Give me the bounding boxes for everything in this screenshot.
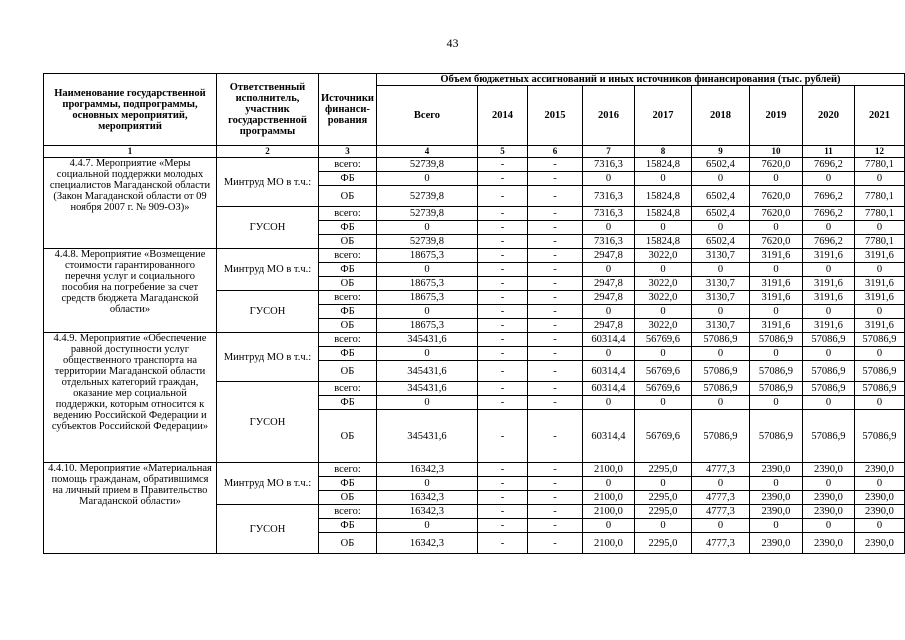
year-value: 7696,2: [802, 235, 854, 249]
year-value: -: [477, 396, 527, 410]
year-value: 2390,0: [854, 505, 904, 519]
column-number: 4: [376, 146, 477, 158]
header-year: 2019: [749, 86, 802, 146]
column-number: 9: [691, 146, 749, 158]
header-name: Наименование государственной программы, подпрограммы, основных мероприятий, мероприятий: [44, 74, 217, 146]
year-value: 3022,0: [634, 319, 691, 333]
year-value: 0: [582, 172, 634, 186]
year-value: -: [477, 172, 527, 186]
table-row: [44, 158, 905, 172]
year-value: 3191,6: [854, 291, 904, 305]
year-value: 2390,0: [802, 463, 854, 477]
year-value: -: [477, 333, 527, 347]
year-value: 0: [802, 477, 854, 491]
year-value: 0: [634, 221, 691, 235]
funding-source: всего:: [319, 333, 377, 347]
table-row: [44, 463, 905, 477]
total-value: 0: [376, 396, 477, 410]
year-value: 3191,6: [854, 249, 904, 263]
year-value: 0: [854, 347, 904, 361]
year-value: 2390,0: [802, 533, 854, 554]
total-value: 18675,3: [376, 319, 477, 333]
funding-source: ФБ: [319, 305, 377, 319]
year-value: -: [527, 291, 582, 305]
year-value: 57086,9: [802, 361, 854, 382]
year-value: -: [527, 361, 582, 382]
year-value: 7696,2: [802, 158, 854, 172]
header-year: 2021: [854, 86, 904, 146]
column-number: 7: [582, 146, 634, 158]
funding-source: ОБ: [319, 491, 377, 505]
year-value: 7620,0: [749, 207, 802, 221]
year-value: 6502,4: [691, 158, 749, 172]
year-value: 0: [582, 263, 634, 277]
year-value: 15824,8: [634, 186, 691, 207]
year-value: -: [477, 361, 527, 382]
year-value: 0: [854, 396, 904, 410]
year-value: 0: [854, 477, 904, 491]
year-value: 0: [802, 519, 854, 533]
year-value: 0: [802, 172, 854, 186]
table-row: [44, 333, 905, 347]
funding-source: ФБ: [319, 477, 377, 491]
year-value: 2295,0: [634, 463, 691, 477]
year-value: 2947,8: [582, 249, 634, 263]
year-value: 3130,7: [691, 277, 749, 291]
funding-source: ФБ: [319, 263, 377, 277]
header-total: Всего: [376, 86, 477, 146]
year-value: 0: [582, 221, 634, 235]
column-number: 2: [217, 146, 319, 158]
header-year: 2015: [527, 86, 582, 146]
year-value: 56769,6: [634, 382, 691, 396]
year-value: 0: [691, 263, 749, 277]
year-value: 0: [854, 263, 904, 277]
year-value: 0: [749, 347, 802, 361]
year-value: -: [477, 158, 527, 172]
total-value: 0: [376, 305, 477, 319]
year-value: -: [527, 410, 582, 463]
year-value: 3191,6: [749, 291, 802, 305]
year-value: -: [477, 221, 527, 235]
year-value: 6502,4: [691, 235, 749, 249]
year-value: 7316,3: [582, 158, 634, 172]
year-value: 0: [691, 221, 749, 235]
year-value: 0: [802, 305, 854, 319]
total-value: 345431,6: [376, 410, 477, 463]
year-value: 56769,6: [634, 361, 691, 382]
header-year: 2014: [477, 86, 527, 146]
year-value: 2947,8: [582, 291, 634, 305]
year-value: 2390,0: [854, 491, 904, 505]
column-number: 8: [634, 146, 691, 158]
funding-source: ФБ: [319, 519, 377, 533]
year-value: -: [527, 505, 582, 519]
funding-source: ФБ: [319, 396, 377, 410]
year-value: 3130,7: [691, 319, 749, 333]
year-value: -: [527, 463, 582, 477]
year-value: 2390,0: [749, 491, 802, 505]
year-value: 2100,0: [582, 505, 634, 519]
year-value: -: [477, 277, 527, 291]
year-value: 15824,8: [634, 158, 691, 172]
year-value: -: [527, 305, 582, 319]
column-number: 10: [749, 146, 802, 158]
total-value: 18675,3: [376, 277, 477, 291]
year-value: 2390,0: [749, 533, 802, 554]
year-value: 57086,9: [802, 382, 854, 396]
header-year: 2018: [691, 86, 749, 146]
total-value: 16342,3: [376, 463, 477, 477]
year-value: 3191,6: [854, 319, 904, 333]
year-value: 3022,0: [634, 249, 691, 263]
executor-name: ГУСОН: [217, 382, 319, 463]
measure-name: 4.4.7. Мероприятие «Меры социальной поддержки молодых специалистов Магаданской области (Закон Магаданской области от 09 ноября 2007 г. № 909-ОЗ)»: [44, 158, 217, 249]
executor-name: Минтруд МО в т.ч.:: [217, 463, 319, 505]
total-value: 0: [376, 477, 477, 491]
measure-name: 4.4.8. Мероприятие «Возмещение стоимости гарантированного перечня услуг и социального пособия на погребение за счет средств бюджета Магаданской области»: [44, 249, 217, 333]
year-value: -: [477, 463, 527, 477]
year-value: -: [527, 235, 582, 249]
year-value: 7780,1: [854, 235, 904, 249]
total-value: 0: [376, 221, 477, 235]
year-value: 3191,6: [854, 277, 904, 291]
column-number: 11: [802, 146, 854, 158]
total-value: 16342,3: [376, 491, 477, 505]
year-value: 0: [749, 305, 802, 319]
year-value: 7316,3: [582, 235, 634, 249]
table-row: [44, 249, 905, 263]
year-value: -: [477, 235, 527, 249]
total-value: 0: [376, 347, 477, 361]
header-funding-group: Объем бюджетных ассигнований и иных источников финансирования (тыс. рублей): [376, 74, 904, 86]
year-value: 0: [802, 347, 854, 361]
year-value: -: [477, 186, 527, 207]
header-year: 2016: [582, 86, 634, 146]
year-value: 2390,0: [802, 491, 854, 505]
year-value: 0: [854, 305, 904, 319]
year-value: 60314,4: [582, 382, 634, 396]
year-value: 57086,9: [691, 382, 749, 396]
funding-source: ФБ: [319, 172, 377, 186]
year-value: -: [477, 291, 527, 305]
year-value: 0: [634, 347, 691, 361]
funding-source: всего:: [319, 382, 377, 396]
year-value: 2390,0: [854, 463, 904, 477]
total-value: 345431,6: [376, 361, 477, 382]
year-value: 7316,3: [582, 207, 634, 221]
total-value: 52739,8: [376, 235, 477, 249]
year-value: -: [527, 172, 582, 186]
funding-source: всего:: [319, 207, 377, 221]
year-value: 56769,6: [634, 410, 691, 463]
funding-source: всего:: [319, 249, 377, 263]
year-value: 7620,0: [749, 235, 802, 249]
year-value: 3191,6: [749, 319, 802, 333]
year-value: -: [527, 491, 582, 505]
year-value: 0: [749, 263, 802, 277]
year-value: 0: [691, 519, 749, 533]
total-value: 345431,6: [376, 333, 477, 347]
year-value: 4777,3: [691, 491, 749, 505]
column-number: 3: [319, 146, 377, 158]
year-value: 0: [854, 172, 904, 186]
year-value: 7620,0: [749, 186, 802, 207]
table-body: [44, 158, 905, 554]
measure-name: 4.4.10. Мероприятие «Материальная помощь гражданам, обратившимся на личный прием в Правительство Магаданской области»: [44, 463, 217, 554]
year-value: 57086,9: [854, 382, 904, 396]
year-value: 3191,6: [749, 249, 802, 263]
year-value: -: [527, 333, 582, 347]
year-value: -: [477, 263, 527, 277]
year-value: 2100,0: [582, 533, 634, 554]
year-value: -: [477, 533, 527, 554]
funding-source: ОБ: [319, 410, 377, 463]
year-value: 0: [634, 172, 691, 186]
funding-source: всего:: [319, 505, 377, 519]
year-value: 0: [802, 263, 854, 277]
year-value: 0: [634, 263, 691, 277]
year-value: 57086,9: [802, 333, 854, 347]
year-value: 57086,9: [691, 410, 749, 463]
year-value: 57086,9: [749, 382, 802, 396]
year-value: 6502,4: [691, 207, 749, 221]
year-value: 0: [691, 396, 749, 410]
year-value: 60314,4: [582, 333, 634, 347]
year-value: -: [527, 186, 582, 207]
funding-source: ОБ: [319, 361, 377, 382]
year-value: 57086,9: [854, 361, 904, 382]
year-value: 0: [634, 519, 691, 533]
year-value: 0: [582, 477, 634, 491]
funding-source: ОБ: [319, 277, 377, 291]
total-value: 16342,3: [376, 533, 477, 554]
year-value: -: [527, 263, 582, 277]
year-value: -: [477, 519, 527, 533]
year-value: 7696,2: [802, 207, 854, 221]
year-value: -: [527, 319, 582, 333]
header-executor: Ответственный исполнитель, участник государственной программы: [217, 74, 319, 146]
funding-source: ОБ: [319, 235, 377, 249]
year-value: 57086,9: [691, 333, 749, 347]
executor-name: Минтруд МО в т.ч.:: [217, 333, 319, 382]
year-value: 4777,3: [691, 463, 749, 477]
year-value: -: [527, 533, 582, 554]
funding-source: всего:: [319, 158, 377, 172]
column-number: 5: [477, 146, 527, 158]
executor-name: ГУСОН: [217, 207, 319, 249]
year-value: 0: [691, 172, 749, 186]
year-value: -: [477, 207, 527, 221]
year-value: 2947,8: [582, 277, 634, 291]
year-value: 2100,0: [582, 463, 634, 477]
year-value: 2295,0: [634, 491, 691, 505]
total-value: 0: [376, 519, 477, 533]
funding-source: всего:: [319, 291, 377, 305]
funding-source: ОБ: [319, 186, 377, 207]
year-value: 0: [634, 477, 691, 491]
year-value: 0: [582, 519, 634, 533]
year-value: 0: [854, 519, 904, 533]
total-value: 0: [376, 172, 477, 186]
year-value: 3191,6: [802, 277, 854, 291]
year-value: 0: [582, 396, 634, 410]
year-value: 0: [802, 221, 854, 235]
year-value: -: [527, 207, 582, 221]
measure-name: 4.4.9. Мероприятие «Обеспечение равной доступности услуг общественного транспорта на территории Магаданской области отдельных категорий граждан, оказание мер социальной поддержки, которым относится к ведению Российской Федерации и субъектов Российской Федерации»: [44, 333, 217, 463]
year-value: 7780,1: [854, 158, 904, 172]
year-value: 0: [691, 477, 749, 491]
year-value: 0: [749, 221, 802, 235]
year-value: -: [477, 305, 527, 319]
funding-source: ОБ: [319, 533, 377, 554]
year-value: -: [527, 519, 582, 533]
year-value: 0: [634, 305, 691, 319]
header-year: 2020: [802, 86, 854, 146]
year-value: 7780,1: [854, 186, 904, 207]
executor-name: ГУСОН: [217, 505, 319, 554]
page-number: 43: [446, 36, 459, 50]
year-value: 0: [749, 172, 802, 186]
year-value: 15824,8: [634, 207, 691, 221]
year-value: 60314,4: [582, 410, 634, 463]
year-value: 57086,9: [749, 410, 802, 463]
year-value: 2295,0: [634, 505, 691, 519]
year-value: -: [477, 347, 527, 361]
year-value: -: [477, 249, 527, 263]
funding-source: ФБ: [319, 347, 377, 361]
year-value: 3130,7: [691, 291, 749, 305]
year-value: -: [477, 477, 527, 491]
executor-name: ГУСОН: [217, 291, 319, 333]
year-value: -: [527, 277, 582, 291]
year-value: 57086,9: [691, 361, 749, 382]
year-value: 57086,9: [749, 361, 802, 382]
year-value: -: [527, 396, 582, 410]
year-value: 0: [691, 305, 749, 319]
funding-source: всего:: [319, 463, 377, 477]
year-value: 3191,6: [749, 277, 802, 291]
year-value: 60314,4: [582, 361, 634, 382]
year-value: 3130,7: [691, 249, 749, 263]
year-value: 15824,8: [634, 235, 691, 249]
total-value: 18675,3: [376, 291, 477, 305]
year-value: 3022,0: [634, 291, 691, 305]
year-value: 57086,9: [854, 410, 904, 463]
year-value: 0: [749, 396, 802, 410]
year-value: 3191,6: [802, 291, 854, 305]
total-value: 16342,3: [376, 505, 477, 519]
year-value: 0: [854, 221, 904, 235]
funding-source: ОБ: [319, 319, 377, 333]
column-number: 1: [44, 146, 217, 158]
year-value: 2390,0: [802, 505, 854, 519]
executor-name: Минтруд МО в т.ч.:: [217, 158, 319, 207]
year-value: -: [527, 382, 582, 396]
year-value: 7696,2: [802, 186, 854, 207]
year-value: 0: [582, 305, 634, 319]
year-value: -: [477, 382, 527, 396]
year-value: -: [527, 249, 582, 263]
year-value: 3191,6: [802, 249, 854, 263]
executor-name: Минтруд МО в т.ч.:: [217, 249, 319, 291]
year-value: -: [527, 477, 582, 491]
year-value: 57086,9: [854, 333, 904, 347]
year-value: 0: [749, 519, 802, 533]
total-value: 52739,8: [376, 158, 477, 172]
column-number: 12: [854, 146, 904, 158]
budget-table: [43, 73, 905, 554]
total-value: 52739,8: [376, 207, 477, 221]
total-value: 18675,3: [376, 249, 477, 263]
year-value: 6502,4: [691, 186, 749, 207]
year-value: 7620,0: [749, 158, 802, 172]
year-value: 0: [749, 477, 802, 491]
year-value: -: [477, 505, 527, 519]
total-value: 0: [376, 263, 477, 277]
total-value: 52739,8: [376, 186, 477, 207]
header-source: Источники финанси-рования: [319, 74, 377, 146]
year-value: -: [527, 158, 582, 172]
year-value: 4777,3: [691, 533, 749, 554]
year-value: 7780,1: [854, 207, 904, 221]
year-value: -: [477, 410, 527, 463]
year-value: 0: [634, 396, 691, 410]
year-value: 2390,0: [749, 463, 802, 477]
year-value: 56769,6: [634, 333, 691, 347]
year-value: 2295,0: [634, 533, 691, 554]
year-value: -: [477, 319, 527, 333]
year-value: 57086,9: [802, 410, 854, 463]
year-value: -: [477, 491, 527, 505]
year-value: 0: [582, 347, 634, 361]
total-value: 345431,6: [376, 382, 477, 396]
year-value: 2390,0: [749, 505, 802, 519]
year-value: 3022,0: [634, 277, 691, 291]
year-value: 2100,0: [582, 491, 634, 505]
year-value: 0: [691, 347, 749, 361]
header-year: 2017: [634, 86, 691, 146]
year-value: -: [527, 347, 582, 361]
year-value: 57086,9: [749, 333, 802, 347]
year-value: 2390,0: [854, 533, 904, 554]
year-value: 0: [802, 396, 854, 410]
year-value: 2947,8: [582, 319, 634, 333]
year-value: -: [527, 221, 582, 235]
year-value: 7316,3: [582, 186, 634, 207]
funding-source: ФБ: [319, 221, 377, 235]
column-numbers-row: [44, 146, 905, 158]
year-value: 4777,3: [691, 505, 749, 519]
year-value: 3191,6: [802, 319, 854, 333]
column-number: 6: [527, 146, 582, 158]
